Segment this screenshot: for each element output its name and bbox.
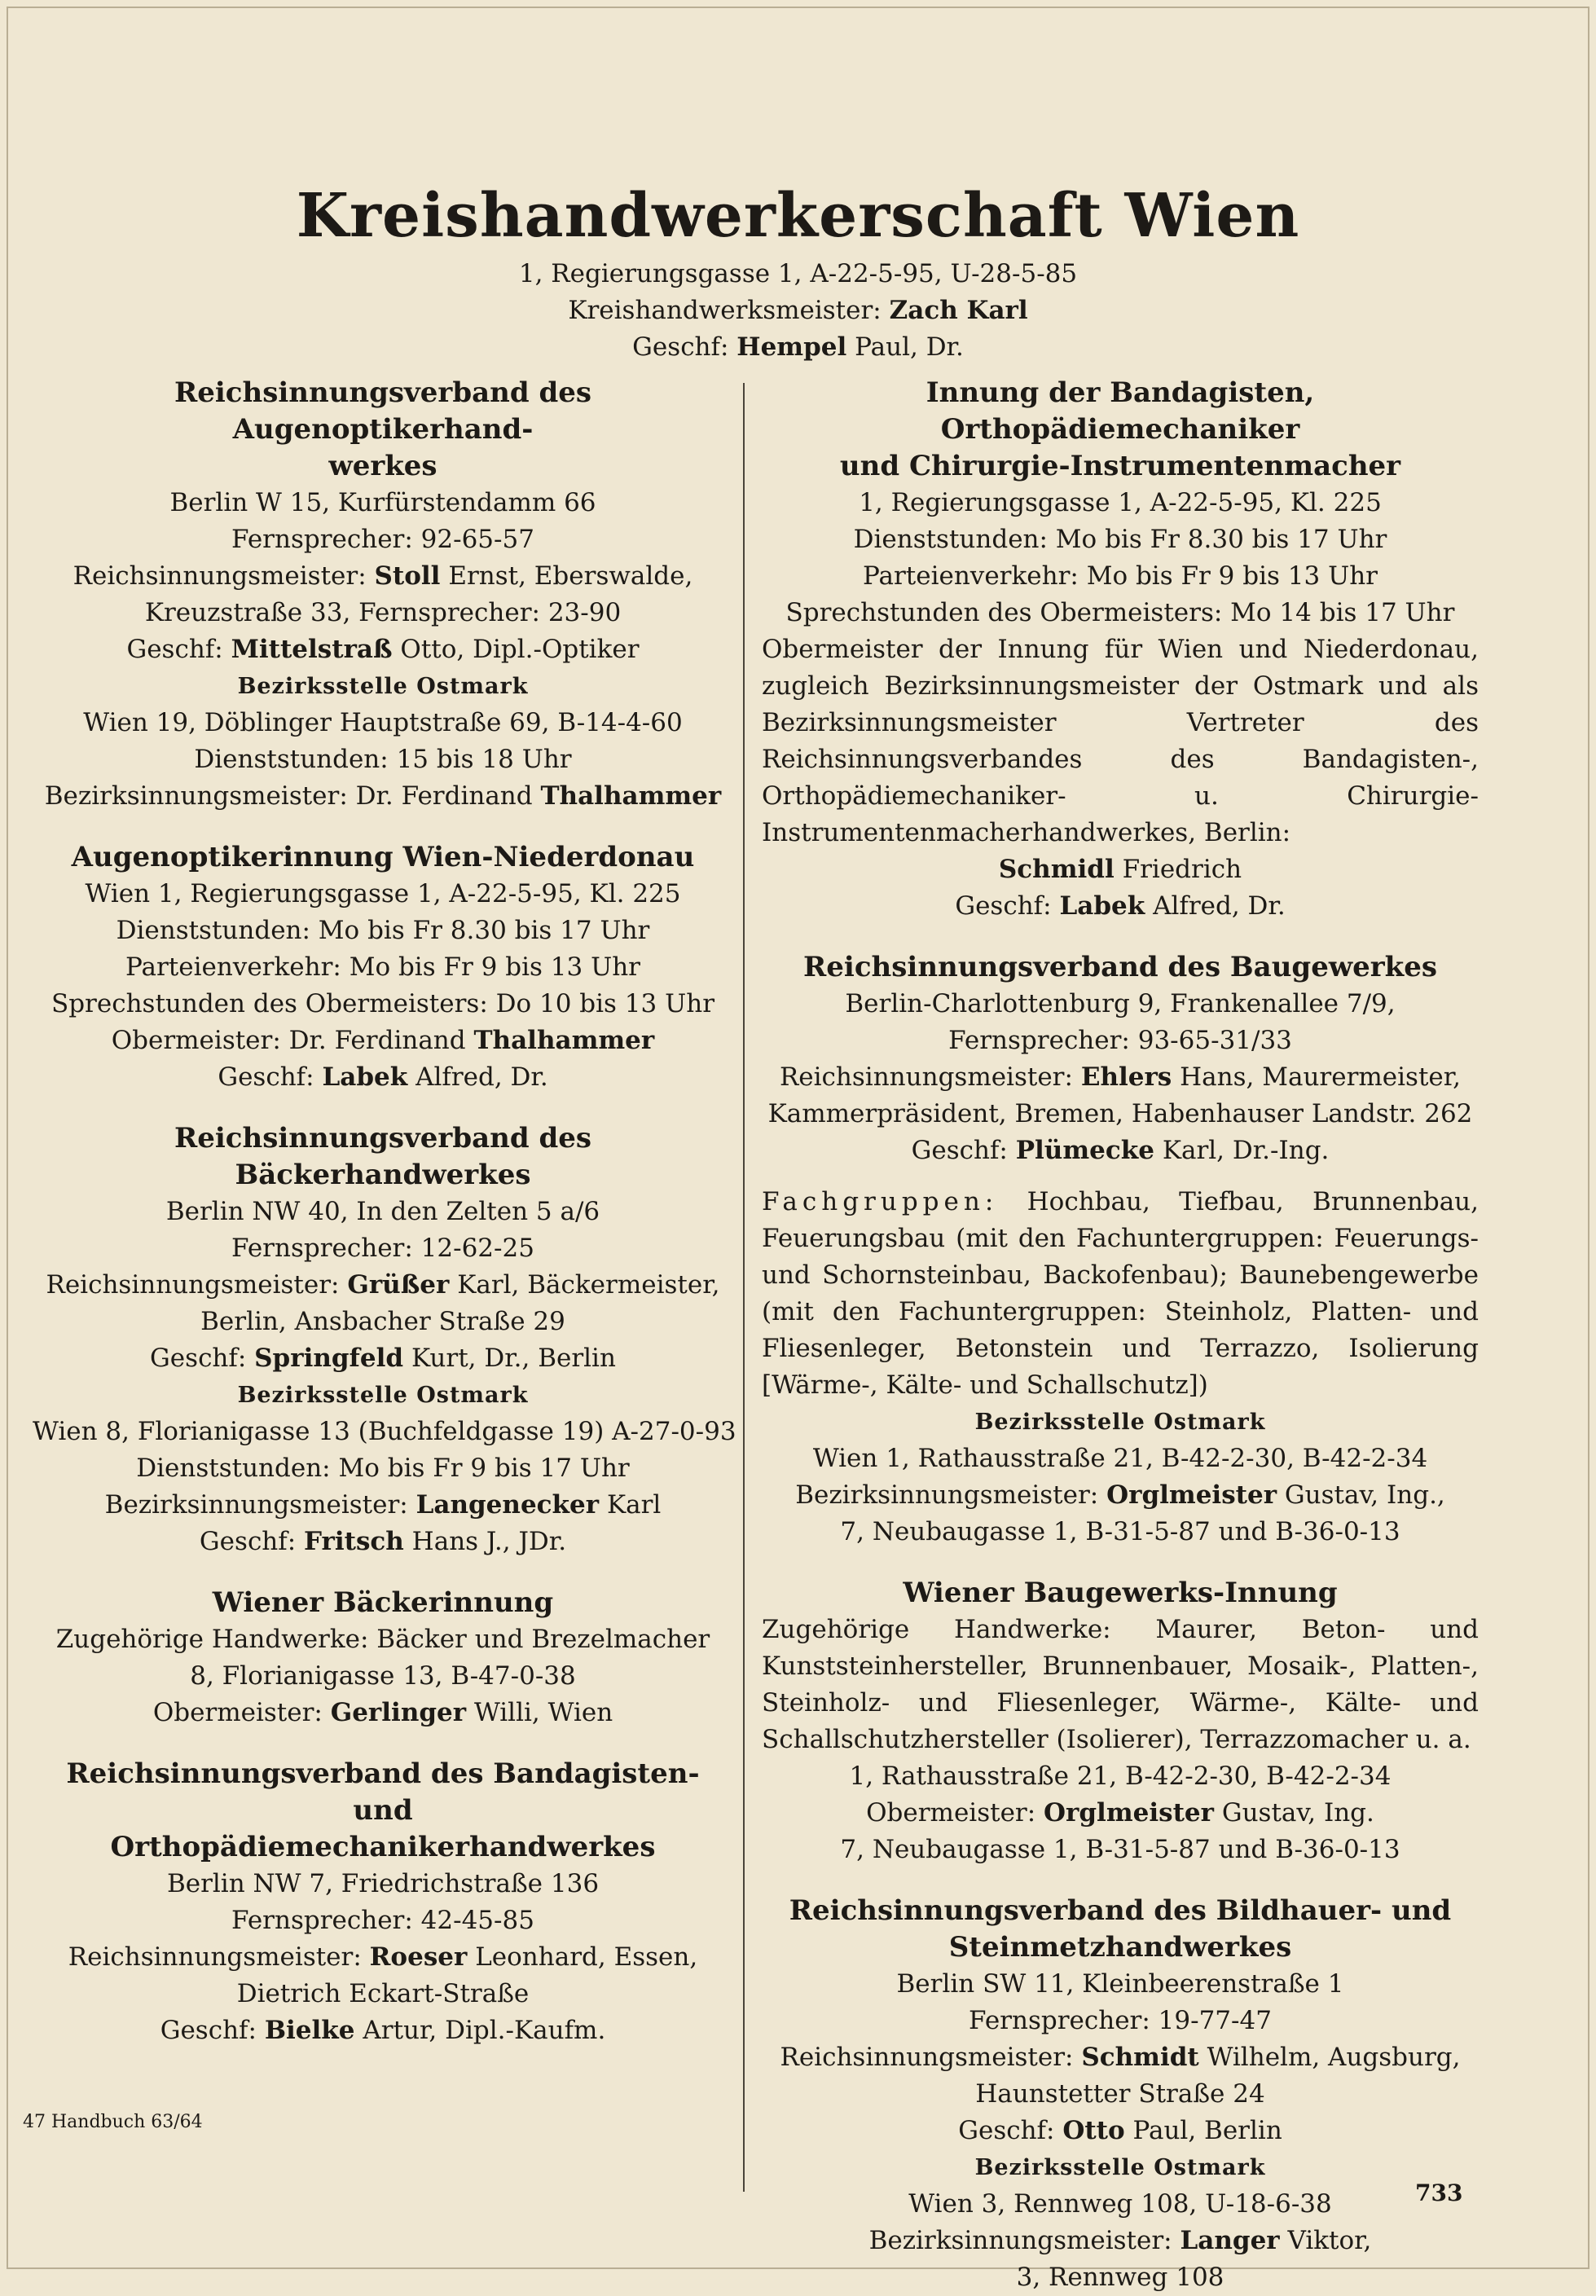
paragraph-lead: Fachgruppen: [762, 1187, 999, 1216]
label: Reichsinnungsmeister: [73, 561, 367, 591]
label: Geschf: [160, 2016, 257, 2045]
entry-line: Sprechstunden des Obermeisters: Mo 14 bis 17 Uhr [785, 598, 1455, 627]
column-divider [743, 383, 745, 2192]
entry-baecker-verband [33, 1120, 736, 1560]
entry-paragraph: Obermeister der Innung für Wien und Niederdonau, zugleich Bezirksinnungsmeister der Ostmark und als Bezirksinnungsmeister Vertreter des Reichsinnungsverbandes des Bandagisten-, Orthopädiemechaniker- u. Chirurgie-Instrumentenmacherhandwerkes, Berlin: [762, 635, 1479, 847]
entry-line: Fernsprecher: 42-45-85 [231, 1906, 534, 1935]
person-name: Grüßer [347, 1270, 450, 1300]
entry-line: Parteienverkehr: Mo bis Fr 9 bis 13 Uhr [125, 952, 640, 982]
entry-paragraph: Zugehörige Handwerke: Maurer, Beton- und Kunststeinhersteller, Brunnenbauer, Mosaik-, Platten-, Steinholz- und Fliesenleger, Wärme-, Kälte- und Schallschutzhersteller (Isolierer), Terrazzomacher u. a. [762, 1615, 1479, 1754]
text: Otto, Dipl.-Optiker [400, 635, 640, 664]
subheading: Bezirksstelle Ostmark [974, 2155, 1266, 2180]
text: Karl, Bäckermeister, [457, 1270, 720, 1300]
entry-line: Wien 8, Florianigasse 13 (Buchfeldgasse 19) A-27-0-93 [33, 1417, 736, 1446]
text: Viktor, [1287, 2226, 1372, 2255]
entry-line [762, 1133, 1479, 1169]
person-name: Orglmeister [1106, 1480, 1277, 1510]
spacer [762, 1169, 1479, 1184]
entry-line [762, 851, 1479, 888]
footer-signature: 47 Handbuch 63/64 [23, 2112, 203, 2132]
person-name: Stoll [374, 561, 441, 591]
entry-line: Wien 3, Rennweg 108, U-18-6-38 [908, 2189, 1332, 2219]
label: Geschf: [126, 635, 223, 664]
text: Artur, Dipl.-Kaufm. [363, 2016, 606, 2045]
label: Geschf: [911, 1136, 1008, 1165]
entry-bildhauer-verband [762, 1893, 1479, 2296]
entry-line [33, 1267, 733, 1304]
entry-line: Dienststunden: Mo bis Fr 8.30 bis 17 Uhr [853, 525, 1387, 554]
person-name: Plümecke [1015, 1136, 1154, 1165]
person-name: Fritsch [304, 1527, 404, 1556]
entry-line [33, 1524, 733, 1560]
entry-line: 7, Neubaugasse 1, B-31-5-87 und B-36-0-13 [840, 1835, 1400, 1864]
entry-title: Augenoptikerinnung Wien-Niederdonau [71, 841, 695, 873]
entry-title: Reichsinnungsverband des Baugewerkes [803, 951, 1437, 983]
entry-line: Berlin-Charlottenburg 9, Frankenallee 7/9, [845, 989, 1396, 1018]
subheading: Bezirksstelle Ostmark [237, 674, 529, 699]
page-title: Kreishandwerkerschaft Wien [296, 181, 1300, 251]
entry-line [762, 2039, 1479, 2076]
entry-line: Dienststunden: 15 bis 18 Uhr [194, 745, 572, 774]
entry-line: Wien 1, Regierungsgasse 1, A-22-5-95, Kl. 225 [85, 879, 681, 908]
person-name: Gerlinger [330, 1698, 467, 1727]
label: Geschf: [955, 891, 1052, 921]
text: Ernst, Eberswalde, [448, 561, 693, 591]
entry-line: Fernsprecher: 12-62-25 [231, 1234, 534, 1263]
person-name: Thalhammer [540, 781, 722, 811]
spacer [33, 1096, 733, 1120]
spacer [762, 1550, 1479, 1575]
text: Karl [606, 1490, 662, 1520]
entry-line: Berlin W 15, Kurfürstendamm 66 [169, 488, 596, 517]
entry-line [33, 2012, 733, 2049]
entry-title: Wiener Bäckerinnung [212, 1586, 554, 1619]
spacer [762, 1868, 1479, 1893]
entry-line [33, 558, 733, 595]
entry-title-cont: und Chirurgie-Instrumentenmacher [839, 450, 1401, 482]
entry-line [33, 1059, 733, 1096]
text: Alfred, Dr. [1153, 891, 1286, 921]
gf-label: Geschf: [632, 332, 729, 362]
text: Leonhard, Essen, [475, 1942, 698, 1972]
entry-line [762, 888, 1479, 925]
header-master [0, 296, 1596, 325]
entry-title: Reichsinnungsverband des Bandagisten- und [66, 1757, 700, 1827]
entry-line [33, 1487, 733, 1524]
text: Paul, Berlin [1132, 2116, 1282, 2145]
entry-line [33, 1023, 733, 1059]
entry-title: Reichsinnungsverband des Augenoptikerhand- [174, 376, 592, 446]
person-name: Labek [1059, 891, 1145, 921]
subheading: Bezirksstelle Ostmark [974, 1410, 1266, 1435]
entry-line [33, 1939, 733, 1976]
entry-line: 1, Regierungsgasse 1, A-22-5-95, Kl. 225 [859, 488, 1382, 517]
entry-title-cont: Steinmetzhandwerkes [948, 1931, 1292, 1964]
text: Wilhelm, Augsburg, [1207, 2043, 1461, 2072]
text: Willi, Wien [473, 1698, 613, 1727]
entry-line [762, 2113, 1479, 2149]
entry-line: 1, Rathausstraße 21, B-42-2-30, B-42-2-34 [849, 1762, 1392, 1791]
label: Obermeister: [152, 1698, 323, 1727]
label: Geschf: [218, 1062, 314, 1092]
text: Friedrich [1122, 855, 1242, 884]
header-geschf [0, 332, 1596, 362]
entry-line: Dietrich Eckart-Straße [236, 1979, 530, 2008]
person-name: Langenecker [415, 1490, 600, 1520]
gf-name: Hempel [736, 332, 847, 362]
entry-baugewerks-innung [762, 1575, 1479, 1868]
entry-line: 8, Florianigasse 13, B-47-0-38 [190, 1661, 576, 1691]
entry-line [762, 1477, 1479, 1514]
label: Reichsinnungsmeister: [780, 2043, 1074, 2072]
entry-line: 7, Neubaugasse 1, B-31-5-87 und B-36-0-13 [840, 1517, 1400, 1546]
entry-line: Sprechstunden des Obermeisters: Do 10 bis 13 Uhr [51, 989, 715, 1018]
entry-line: Fernsprecher: 93-65-31/33 [948, 1026, 1292, 1055]
entry-line: Kammerpräsident, Bremen, Habenhauser Landstr. 262 [767, 1099, 1473, 1128]
gf-rest: Paul, Dr. [855, 332, 964, 362]
person-name: Labek [322, 1062, 408, 1092]
entry-line [33, 1695, 733, 1731]
entry-line: Parteienverkehr: Mo bis Fr 9 bis 13 Uhr [863, 561, 1378, 591]
left-column [33, 375, 736, 2049]
text: Gustav, Ing., [1284, 1480, 1445, 1510]
person-name: Orglmeister [1044, 1798, 1214, 1828]
person-name: Schmidl [998, 855, 1115, 884]
master-label: Kreishandwerksmeister: [568, 296, 882, 325]
label: Bezirksinnungsmeister: [104, 1490, 408, 1520]
entry-title-cont: Orthopädiemechanikerhandwerkes [110, 1831, 656, 1863]
entry-line [33, 631, 733, 668]
text: Hans J., JDr. [411, 1527, 567, 1556]
entry-line: Zugehörige Handwerke: Bäcker und Brezelmacher [55, 1625, 710, 1654]
person-name: Mittelstraß [231, 635, 393, 664]
entry-title: Wiener Baugewerks-Innung [903, 1577, 1338, 1609]
label: Geschf: [958, 2116, 1055, 2145]
entry-title: Reichsinnungsverband des Bildhauer- und [789, 1894, 1452, 1927]
person-name: Schmidt [1081, 2043, 1199, 2072]
page-number: 733 [1415, 2179, 1463, 2206]
entry-line [762, 1795, 1479, 1832]
text: Bezirksinnungsmeister: Dr. Ferdinand [44, 781, 533, 811]
entry-bandagisten-verband [33, 1756, 733, 2049]
entry-line [762, 2223, 1479, 2259]
person-name: Thalhammer [473, 1026, 655, 1055]
label: Reichsinnungsmeister: [46, 1270, 340, 1300]
master-name: Zach Karl [889, 296, 1028, 325]
entry-line: Dienststunden: Mo bis Fr 8.30 bis 17 Uhr [116, 916, 650, 945]
entry-title: Innung der Bandagisten, Orthopädiemechaniker [926, 376, 1315, 446]
label: Geschf: [199, 1527, 297, 1556]
entry-augenoptikerinnung [33, 839, 733, 1096]
label: Bezirksinnungsmeister: [795, 1480, 1099, 1510]
right-column [762, 375, 1479, 2296]
entry-baeckerinnung [33, 1585, 733, 1731]
person-name: Springfeld [254, 1344, 404, 1373]
entry-line: Haunstetter Straße 24 [975, 2079, 1265, 2109]
person-name: Roeser [369, 1942, 468, 1972]
text: Gustav, Ing. [1221, 1798, 1374, 1828]
label: Bezirksinnungsmeister: [868, 2226, 1172, 2255]
spacer [33, 815, 733, 839]
entry-line: Fernsprecher: 19-77-47 [969, 2006, 1272, 2035]
spacer [33, 1560, 733, 1585]
entry-line: Wien 19, Döblinger Hauptstraße 69, B-14-4-60 [83, 708, 683, 737]
person-name: Otto [1062, 2116, 1125, 2145]
spacer [33, 1731, 733, 1756]
entry-title: Reichsinnungsverband des Bäckerhandwerkes [174, 1122, 592, 1191]
text: Kurt, Dr., Berlin [411, 1344, 616, 1373]
entry-line [762, 1059, 1479, 1096]
person-name: Ehlers [1080, 1062, 1172, 1092]
entry-line [33, 1340, 733, 1377]
entry-line: Berlin, Ansbacher Straße 29 [200, 1307, 565, 1336]
header-address: 1, Regierungsgasse 1, A-22-5-95, U-28-5-85 [518, 259, 1078, 288]
entry-line [33, 778, 733, 815]
text: Karl, Dr.-Ing. [1162, 1136, 1330, 1165]
label: Obermeister: [866, 1798, 1036, 1828]
subheading: Bezirksstelle Ostmark [237, 1383, 529, 1408]
label: Reichsinnungsmeister: [779, 1062, 1073, 1092]
entry-line: Kreuzstraße 33, Fernsprecher: 23-90 [144, 598, 622, 627]
person-name: Bielke [264, 2016, 355, 2045]
entry-line: Berlin NW 7, Friedrichstraße 136 [166, 1869, 600, 1898]
text: Hans, Maurermeister, [1180, 1062, 1462, 1092]
entry-line: Berlin NW 40, In den Zelten 5 a/6 [165, 1197, 600, 1226]
entry-line: Fernsprecher: 92-65-57 [231, 525, 534, 554]
spacer [762, 925, 1479, 949]
label: Geschf: [150, 1344, 247, 1373]
entry-augenoptiker-verband [33, 375, 733, 815]
paragraph-text: Hochbau, Tiefbau, Brunnenbau, Feuerungsbau (mit den Fachuntergruppen: Feuerungs- und Schornsteinbau, Backofenbau); Baunebengewerbe (mit den Fachuntergruppen: Steinholz, Platten- und Fliesenleger, Betonstein und Terrazzo, Isolierung [Wärme-, Kälte- und Schallschutz]) [762, 1187, 1479, 1400]
entry-line: 3, Rennweg 108 [1016, 2263, 1224, 2292]
text: Alfred, Dr. [415, 1062, 548, 1092]
label: Reichsinnungsmeister: [68, 1942, 362, 1972]
entry-title-cont: werkes [328, 450, 437, 482]
person-name: Langer [1180, 2226, 1280, 2255]
entry-baugewerk-verband [762, 949, 1479, 1550]
entry-paragraph [762, 1184, 1479, 1404]
entry-line: Berlin SW 11, Kleinbeerenstraße 1 [896, 1969, 1344, 1999]
entry-line: Dienststunden: Mo bis Fr 9 bis 17 Uhr [136, 1454, 630, 1483]
text: Obermeister: Dr. Ferdinand [111, 1026, 466, 1055]
entry-line: Wien 1, Rathausstraße 21, B-42-2-30, B-42-2-34 [812, 1444, 1428, 1473]
entry-bandagisten-innung [762, 375, 1479, 925]
